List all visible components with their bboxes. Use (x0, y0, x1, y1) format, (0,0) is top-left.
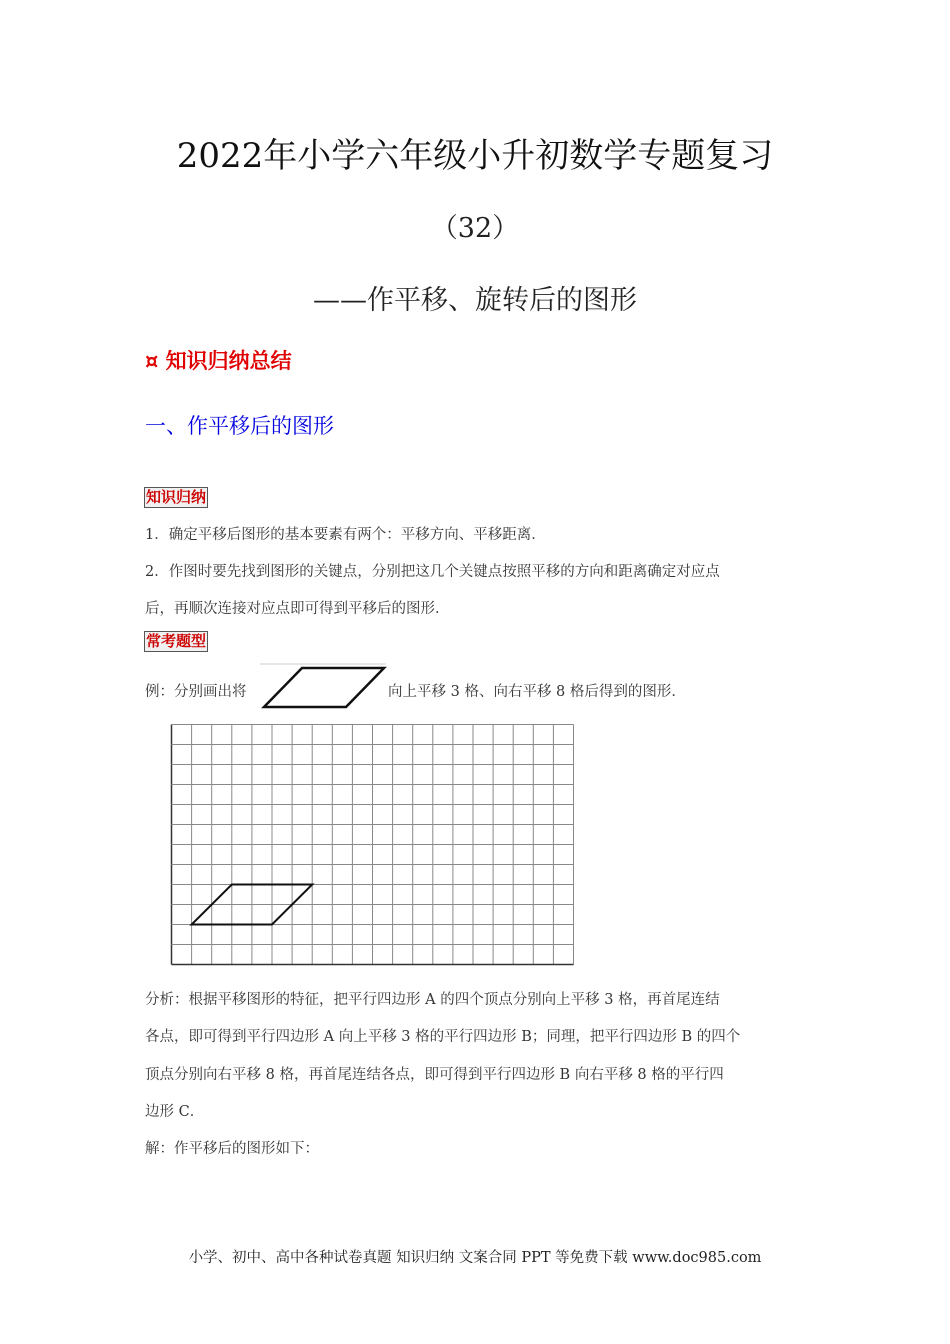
square-grid (170, 723, 575, 966)
analysis-line: 分析：根据平移图形的特征，把平行四边形 A 的四个顶点分别向上平移 3 格，再首尾连结 (145, 992, 720, 1008)
knowledge-line: 2．作图时要先找到图形的关键点，分别把这几个关键点按照平移的方向和距离确定对应点 (145, 564, 720, 580)
part-heading: 一、作平移后的图形 (145, 414, 334, 438)
example-prefix: 例：分别画出将 (145, 684, 247, 700)
common-tag: 常考题型 (146, 632, 207, 650)
parallelogram-figure (258, 662, 388, 712)
document-title: 2022年小学六年级小升初数学专题复习 (176, 136, 774, 176)
document-number: （32） (430, 213, 520, 244)
solution-text: 解：作平移后的图形如下： (145, 1141, 319, 1157)
knowledge-tag: 知识归纳 (146, 488, 207, 506)
knowledge-line: 后，再顺次连接对应点即可得到平移后的图形． (145, 601, 450, 617)
footer: 小学、初中、高中各种试卷真题 知识归纳 文案合同 PPT 等免费下载 www.doc985.com (188, 1250, 762, 1266)
analysis-line: 顶点分别向右平移 8 格，再首尾连结各点，即可得到平行四边形 B 向右平移 8 格的平行四 (145, 1067, 724, 1083)
example-suffix: 向上平移 3 格、向右平移 8 格后得到的图形． (388, 684, 686, 700)
section-heading: ¤ 知识归纳总结 (145, 349, 292, 373)
analysis-line: 边形 C． (145, 1104, 205, 1120)
document-subtitle: ——作平移、旋转后的图形 (313, 285, 637, 316)
analysis-line: 各点，即可得到平行四边形 A 向上平移 3 格的平行四边形 B；同理，把平行四边形 B 的四个 (145, 1029, 741, 1045)
knowledge-line: 1．确定平移后图形的基本要素有两个：平移方向、平移距离． (145, 527, 546, 543)
